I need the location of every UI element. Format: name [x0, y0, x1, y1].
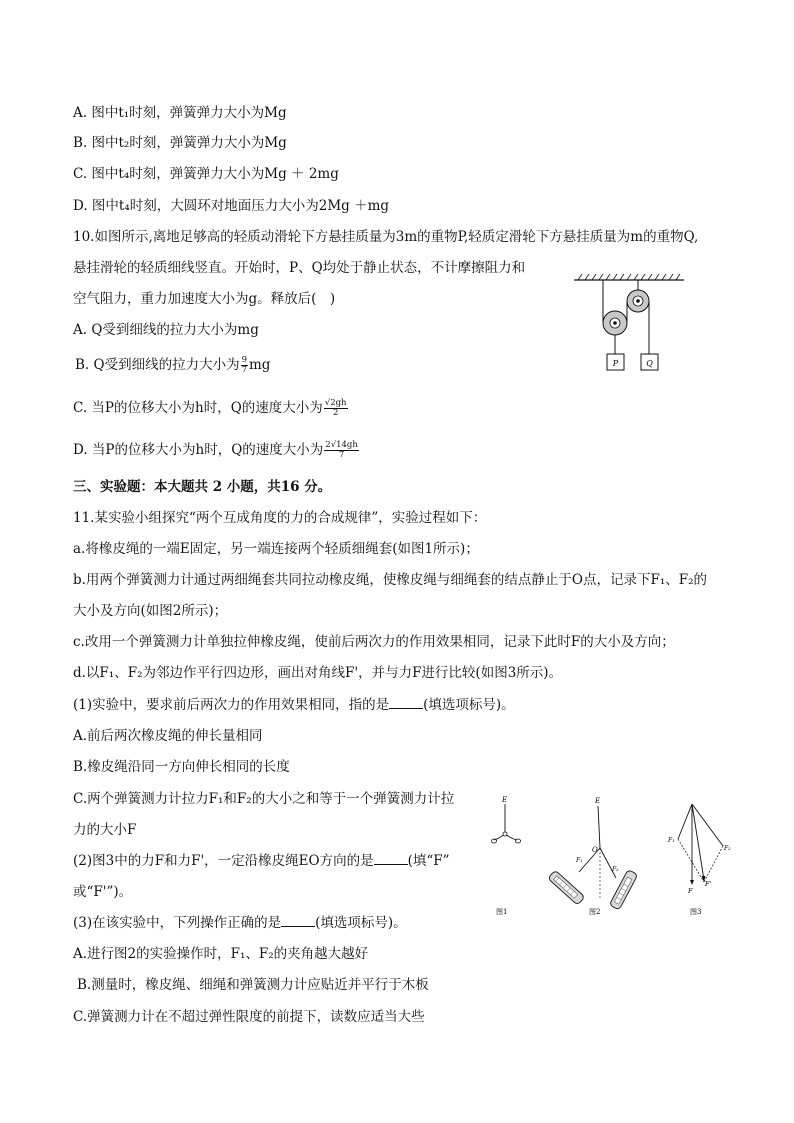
q11-part2-line2: 或“F'”)。	[73, 884, 133, 900]
q11-part2-text: (2)图3中的力F和力F'，一定沿橡皮绳EO方向的是	[73, 853, 374, 869]
fig3-caption: 图3	[690, 908, 702, 916]
q11-part1-text: (1)实验中，要求前后两次力的作用效果相同，指的是	[73, 697, 390, 713]
q10-option-a: A. Q受到细线的拉力大小为mg	[73, 322, 259, 338]
fig3-label-fprime: F'	[705, 880, 712, 888]
fraction-denominator: 7	[241, 365, 247, 375]
figure-1	[492, 796, 521, 916]
figure-3	[667, 804, 731, 916]
q11-part3-option-b: B.测量时，橡皮绳、细绳和弹簧测力计应贴近并平行于木板	[77, 977, 429, 993]
q10-option-d-text: D. 当P的位移大小为h时，Q的速度大小为	[73, 442, 324, 458]
q11-part3-option-c: C.弹簧测力计在不超过弹性限度的前提下，读数应适当大些	[73, 1009, 425, 1025]
figure-2	[548, 797, 638, 916]
fig2-caption: 图2	[589, 908, 601, 916]
fraction-denominator: 2	[332, 408, 339, 418]
fig1-caption: 图1	[496, 908, 508, 916]
fig3-label-f1: F₁	[668, 837, 675, 844]
q9-option-c: C. 图中t₄时刻，弹簧弹力大小为Mg ＋ 2mg	[73, 166, 339, 182]
q9-option-b: B. 图中t₂时刻，弹簧弹力大小为Mg	[73, 135, 287, 151]
q11-part1	[73, 696, 515, 714]
force-experiment-figures	[476, 790, 748, 920]
q10-stem-line3: 空气阻力，重力加速度大小为g。释放后( )	[73, 291, 336, 307]
fraction-numerator: √2gh	[324, 398, 347, 408]
q10-option-d-fraction	[324, 441, 359, 460]
fig3-label-f: F	[688, 887, 693, 895]
pulley-figure	[570, 272, 690, 378]
q11-step-c: c.改用一个弹簧测力计单独拉伸橡皮绳，使前后两次力的作用效果相同，记录下此时F的大小及方向；	[73, 634, 675, 650]
q11-part2-suffix: (填“F”	[407, 853, 450, 869]
q10-option-d	[73, 441, 360, 460]
fig2-label-e: E	[595, 797, 601, 805]
q11-part3-suffix: (填选项标号)。	[315, 915, 407, 931]
q11-part1-option-c-line2: 力的大小F	[73, 822, 137, 838]
q10-stem-line1: 10.如图所示,离地足够高的轻质动滑轮下方悬挂质量为3m的重物P,轻质定滑轮下方悬挂质量为m的重物Q,	[73, 229, 699, 245]
fig2-label-f1: F₁	[576, 857, 583, 864]
fig3-label-f2: F₂	[724, 845, 731, 852]
q11-part1-option-c-line1: C.两个弹簧测力计拉力F₁和F₂的大小之和等于一个弹簧测力计拉	[73, 791, 455, 807]
q11-part1-option-b: B.橡皮绳沿同一方向伸长相同的长度	[73, 759, 290, 775]
q11-step-b-line2: 大小及方向(如图2所示)；	[73, 603, 228, 619]
answer-blank[interactable]	[281, 914, 315, 927]
fraction-numerator: 9	[241, 355, 247, 365]
q11-part3-option-a: A.进行图2的实验操作时，F₁、F₂的夹角越大越好	[73, 946, 369, 962]
q10-option-b-fraction	[241, 356, 248, 375]
q11-part2	[73, 852, 450, 870]
answer-blank[interactable]	[389, 696, 423, 709]
fig1-label-e: E	[502, 796, 508, 804]
q11-step-d: d.以F₁、F₂为邻边作平行四边形，画出对角线F'，并与力F进行比较(如图3所示)。	[73, 665, 563, 681]
q9-option-d: D. 图中t₄时刻，大圆环对地面压力大小为2Mg ＋mg	[73, 198, 390, 214]
section-title: 三、实验题：本大题共 2 小题，共16 分。	[73, 479, 332, 495]
q10-option-c-text: C. 当P的位移大小为h时，Q的速度大小为	[73, 400, 323, 416]
q10-option-b-text: B. Q受到细线的拉力大小为	[75, 357, 240, 373]
q9-option-a: A. 图中t₁时刻，弹簧弹力大小为Mg	[73, 105, 287, 121]
q11-step-b-line1: b.用两个弹簧测力计通过两细绳套共同拉动橡皮绳，使橡皮绳与细绳套的结点静止于O点，记录下F₁、F₂的	[73, 572, 708, 588]
q10-stem-line2: 悬挂滑轮的轻质细线竖直。开始时，P、Q均处于静止状态，不计摩擦阻力和	[73, 260, 526, 276]
fraction-numerator: 2√14gh	[325, 440, 358, 450]
q11-part3-text: (3)在该实验中，下列操作正确的是	[73, 915, 282, 931]
q10-option-c-fraction	[324, 399, 348, 418]
q11-stem: 11.某实验小组探究“两个互成角度的力的合成规律”，实验过程如下：	[73, 510, 487, 526]
fig2-label-f2: F₂	[612, 866, 619, 873]
q10-option-b-unit: mg	[249, 357, 271, 373]
q11-step-a: a.将橡皮绳的一端E固定，另一端连接两个轻质细绳套(如图1所示)；	[73, 541, 479, 557]
q11-part1-suffix: (填选项标号)。	[423, 697, 515, 713]
answer-blank[interactable]	[374, 852, 408, 865]
q11-part3	[73, 914, 407, 932]
q10-option-c	[73, 399, 349, 418]
label-q: Q	[646, 359, 653, 368]
q11-part1-option-a: A.前后两次橡皮绳的伸长量相同	[73, 728, 263, 744]
fraction-denominator: 7	[338, 450, 345, 460]
fig2-label-o: O	[592, 846, 598, 854]
q10-option-b	[75, 356, 270, 375]
label-p: P	[612, 359, 619, 368]
